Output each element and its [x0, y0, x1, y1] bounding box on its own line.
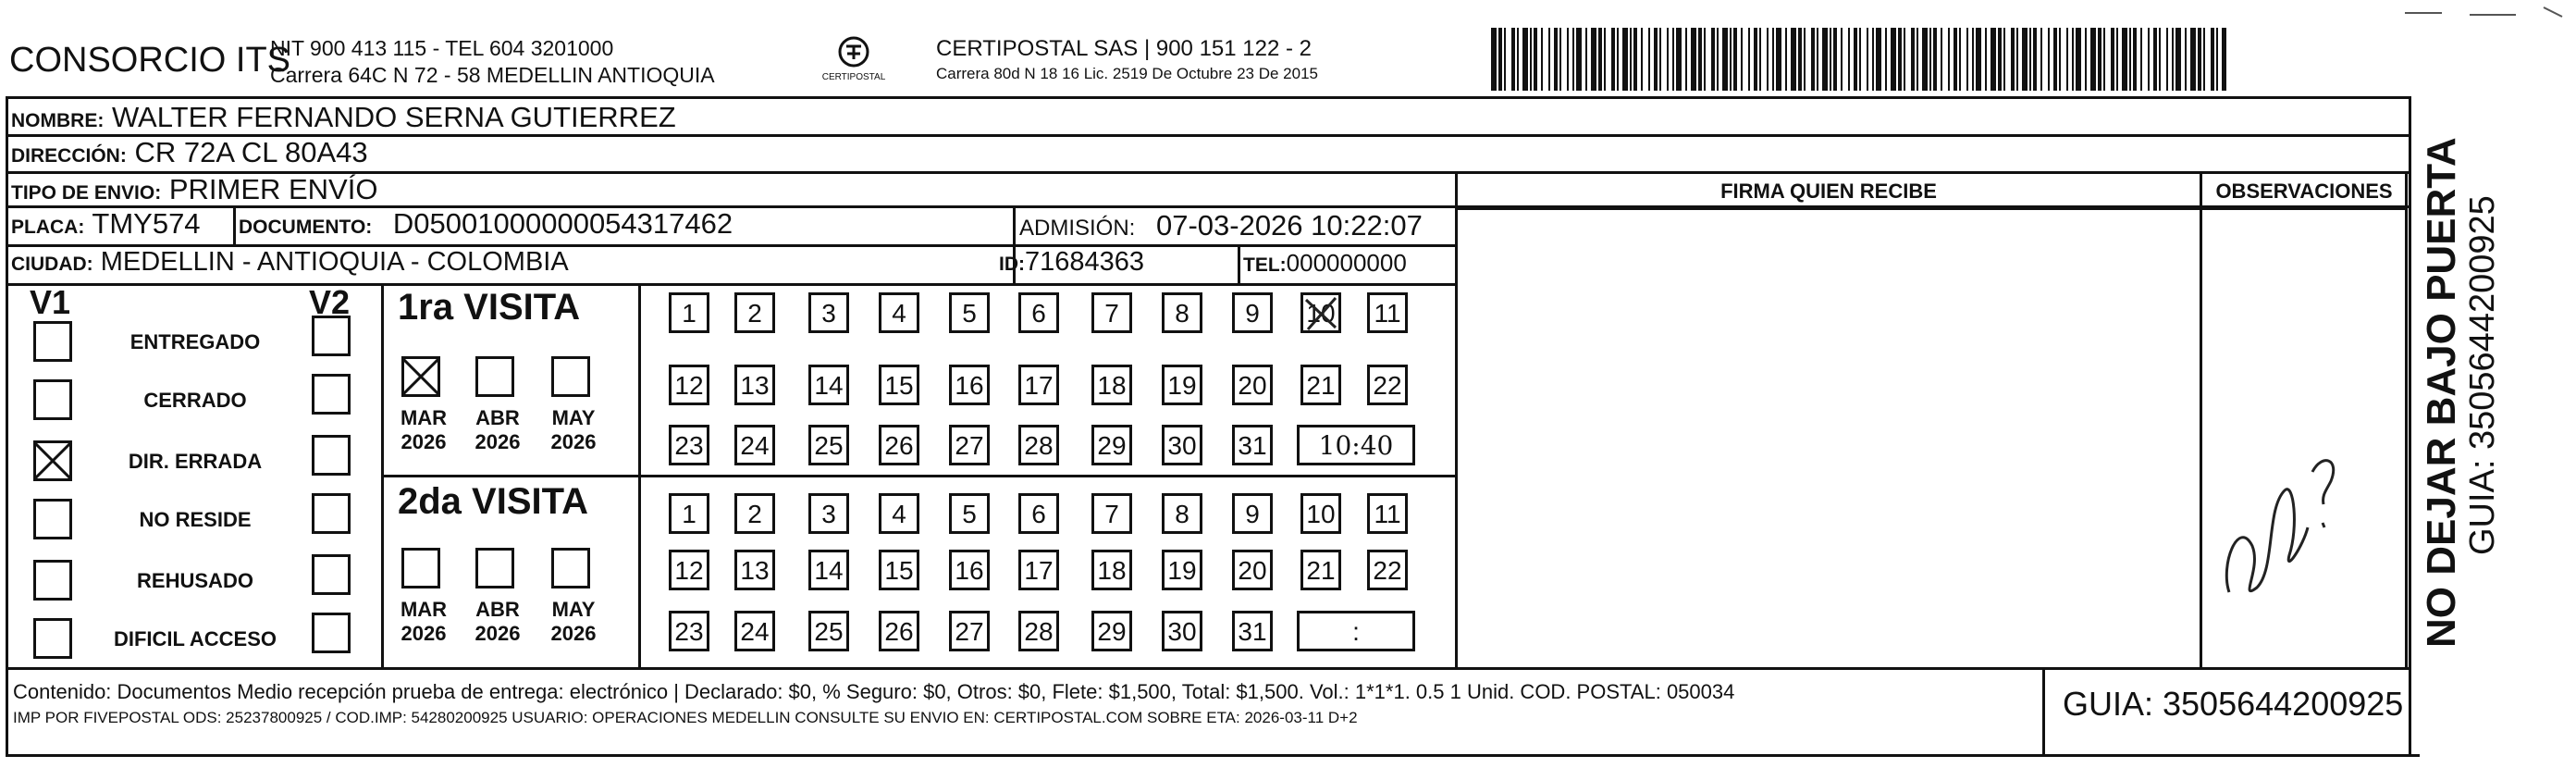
cell-divider	[1238, 244, 1240, 285]
first-visit-day-box[interactable]: 13	[734, 365, 775, 405]
barcode-bar	[1641, 28, 1643, 91]
svg-text:CERTIPOSTAL: CERTIPOSTAL	[821, 72, 886, 82]
footer-top-border	[6, 667, 2410, 670]
v1-checkbox[interactable]	[33, 440, 72, 481]
second-visit-day-box[interactable]: 22	[1367, 550, 1408, 590]
status-label: REHUSADO	[137, 569, 253, 592]
visit-mid-divider	[381, 475, 1458, 477]
first-visit-day-box[interactable]: 21	[1300, 365, 1341, 405]
day-mark	[1299, 291, 1345, 337]
admision-label: ADMISIÓN:	[1019, 216, 1136, 241]
first-visit-month-checkbox[interactable]	[475, 356, 514, 397]
barcode-bar	[1876, 28, 1881, 91]
footer-contents: Contenido: Documentos Medio recepción prueba de entrega: electrónico | Declarado: $0, % Seguro: $0, Otros: $0, Flete: $1,500, Total: $1,500. Vol.: 1*1*1. 0.5 1 Unid. COD. POSTAL: 050034	[13, 680, 1735, 703]
placa-cell	[11, 207, 201, 241]
barcode-bar	[1985, 28, 1987, 91]
barcode-bar	[1511, 28, 1515, 91]
barcode-bar	[2029, 28, 2031, 91]
barcode-bar	[1554, 28, 1558, 91]
barcode-bar	[1691, 28, 1696, 91]
barcode-bar	[1767, 28, 1769, 91]
barcode-bar	[1522, 28, 1528, 91]
barcode-bar	[2048, 28, 2050, 91]
second-visit-month-label: MAY 2026	[550, 598, 597, 645]
form-right-border	[2409, 96, 2411, 757]
barcode-bar	[2203, 28, 2205, 91]
barcode-bar	[1733, 28, 1737, 91]
second-visit-day-box[interactable]: 24	[734, 611, 775, 651]
barcode-bar	[2098, 28, 2101, 91]
barcode-bar	[1517, 28, 1519, 91]
second-visit-day-box[interactable]: 31	[1232, 611, 1273, 651]
barcode-bar	[1541, 28, 1543, 91]
barcode-bar	[2022, 28, 2028, 91]
first-visit-day-box[interactable]: 7	[1091, 292, 1132, 333]
second-visit-month-label: MAR 2026	[400, 598, 448, 645]
first-visit-day-box[interactable]: 5	[949, 292, 990, 333]
barcode-bar	[1717, 28, 1719, 91]
first-visit-day-box[interactable]: 1	[669, 292, 709, 333]
tel-label: TEL:	[1243, 254, 1287, 276]
second-visit-day-box[interactable]: 3	[808, 493, 849, 534]
barcode-bar	[2033, 28, 2037, 91]
nombre-label: NOMBRE:	[11, 110, 105, 131]
barcode-bar	[1922, 28, 1928, 91]
barcode-bar	[1748, 28, 1750, 91]
first-visit-day-box[interactable]: 30	[1162, 425, 1202, 465]
barcode-bar	[1998, 28, 2002, 91]
first-visit-title: 1ra VISITA	[398, 287, 581, 328]
second-visit-day-box[interactable]: 25	[808, 611, 849, 651]
first-visit-month-label: ABR 2026	[475, 406, 521, 453]
barcode-bar	[2190, 28, 2196, 91]
barcode-bar	[2122, 28, 2127, 91]
id-label: ID:	[999, 254, 1025, 275]
footer-divider	[2042, 667, 2045, 757]
barcode-bar	[1830, 28, 1831, 91]
barcode-bar	[1972, 28, 1974, 91]
barcode-bar	[1559, 28, 1561, 91]
barcode-bar	[1711, 28, 1715, 91]
certipostal-logo	[812, 33, 895, 83]
barcode-bar	[1804, 28, 1806, 91]
barcode-bar	[1822, 28, 1828, 91]
first-visit-day-box[interactable]: 14	[808, 365, 849, 405]
v2-checkbox[interactable]	[312, 374, 351, 415]
ciudad-label: CIUDAD:	[11, 254, 93, 275]
barcode-bar	[1704, 28, 1706, 91]
company-address: Carrera 64C N 72 - 58 MEDELLIN ANTIOQUIA	[270, 63, 715, 87]
first-visit-day-box[interactable]: 23	[669, 425, 709, 465]
side-guia: GUIA: 3505644200925	[2463, 195, 2502, 555]
barcode-bar	[1617, 28, 1619, 91]
id-cell	[999, 247, 1144, 278]
barcode-bar	[1648, 28, 1650, 91]
tel-value: 000000000	[1286, 249, 1407, 277]
first-visit-day-box[interactable]: 12	[669, 365, 709, 405]
barcode-bar	[1933, 28, 1937, 91]
barcode-bar	[2185, 28, 2187, 91]
barcode-bar	[1534, 28, 1537, 91]
barcode-bar	[1872, 28, 1874, 91]
first-visit-day-box[interactable]: 28	[1018, 425, 1059, 465]
direccion-label: DIRECCIÓN:	[11, 145, 127, 167]
status-label: DIR. ERRADA	[128, 450, 263, 473]
company-name: CONSORCIO ITS	[9, 41, 291, 80]
firma-left-border	[1455, 171, 1458, 667]
second-visit-day-box[interactable]: 1	[669, 493, 709, 534]
barcode-bar	[1530, 28, 1532, 91]
barcode-bar	[1630, 28, 1632, 91]
handwritten-signature	[2201, 407, 2368, 629]
first-visit-day-box[interactable]: 2	[734, 292, 775, 333]
barcode-bar	[1941, 28, 1942, 91]
second-visit-day-box[interactable]: 21	[1300, 550, 1341, 590]
barcode-bar	[1491, 28, 1497, 91]
v2-checkbox[interactable]	[312, 554, 351, 595]
barcode-bar	[1772, 28, 1774, 91]
first-visit-day-box[interactable]: 22	[1367, 365, 1408, 405]
barcode-bar	[1898, 28, 1902, 91]
barcode-bar	[2072, 28, 2074, 91]
barcode-bar	[1604, 28, 1606, 91]
barcode-bar	[2166, 28, 2168, 91]
status-label: NO RESIDE	[139, 508, 252, 531]
first-visit-day-box[interactable]: 25	[808, 425, 849, 465]
second-visit-time-box[interactable]: :	[1297, 611, 1415, 651]
nombre-row	[11, 101, 676, 134]
barcode-bar	[1929, 28, 1931, 91]
barcode-bar	[2159, 28, 2161, 91]
obs-right-border	[2405, 171, 2408, 667]
barcode-bar	[2148, 28, 2150, 91]
placa-label: PLACA:	[11, 217, 85, 238]
barcode-bar	[2011, 28, 2015, 91]
barcode-bar	[2153, 28, 2157, 91]
first-visit-day-box[interactable]: 15	[879, 365, 919, 405]
second-visit-day-box[interactable]: 20	[1232, 550, 1273, 590]
v1-checkbox[interactable]	[33, 321, 72, 362]
row-divider	[6, 283, 1458, 286]
second-visit-day-box[interactable]: 18	[1091, 550, 1132, 590]
second-visit-day-box[interactable]: 11	[1367, 493, 1408, 534]
barcode-bar	[1654, 28, 1658, 91]
second-visit-day-box[interactable]: 27	[949, 611, 990, 651]
first-visit-day-box[interactable]: 26	[879, 425, 919, 465]
barcode-bar	[1776, 28, 1781, 91]
carrier-name: CERTIPOSTAL SAS | 900 151 122 - 2	[936, 36, 1312, 61]
first-visit-day-box[interactable]: 17	[1018, 365, 1059, 405]
second-visit-day-box[interactable]: 13	[734, 550, 775, 590]
barcode-bar	[1685, 28, 1687, 91]
second-visit-month-label: ABR 2026	[475, 598, 521, 645]
first-visit-month-checkbox[interactable]	[551, 356, 590, 397]
status-label: ENTREGADO	[129, 330, 261, 353]
second-visit-day-box[interactable]: 8	[1162, 493, 1202, 534]
second-visit-day-box[interactable]: 4	[879, 493, 919, 534]
barcode-bar	[1759, 28, 1761, 91]
v2-checkbox[interactable]	[312, 493, 351, 534]
corner-marks	[2405, 4, 2571, 22]
v2-label: V2	[309, 283, 351, 321]
v2-checkbox[interactable]	[312, 613, 351, 653]
barcode-bar	[2172, 28, 2174, 91]
barcode-bar	[2090, 28, 2096, 91]
barcode-bar	[1659, 28, 1661, 91]
barcode	[1491, 28, 2226, 91]
footer-imp: IMP POR FIVEPOSTAL ODS: 25237800925 / COD.IMP: 54280200925 USUARIO: OPERACIONES MEDELLIN CONSULTE SU ENVIO EN: CERTIPOSTAL.COM SOBRE ETA: 2026-03-11 D+2	[13, 709, 1358, 726]
barcode-bar	[1754, 28, 1757, 91]
barcode-bar	[1567, 28, 1569, 91]
v1-checkbox[interactable]	[33, 379, 72, 420]
barcode-bar	[1959, 28, 1961, 91]
first-visit-day-box[interactable]: 10	[1300, 292, 1341, 333]
documento-label: DOCUMENTO:	[239, 217, 373, 238]
first-visit-day-box[interactable]: 20	[1232, 365, 1273, 405]
second-visit-month-checkbox[interactable]	[551, 548, 590, 588]
barcode-bar	[1841, 28, 1843, 91]
barcode-bar	[1676, 28, 1682, 91]
barcode-bar	[1833, 28, 1837, 91]
v1-label: V1	[30, 283, 71, 321]
barcode-bar	[1791, 28, 1796, 91]
barcode-bar	[1904, 28, 1905, 91]
barcode-bar	[2059, 28, 2061, 91]
v2-checkbox[interactable]	[312, 435, 351, 476]
barcode-bar	[1867, 28, 1868, 91]
observaciones-label: OBSERVACIONES	[2215, 180, 2393, 203]
first-visit-day-box[interactable]: 11	[1367, 292, 1408, 333]
barcode-bar	[2216, 28, 2218, 91]
form-bottom-border	[6, 754, 2420, 757]
second-visit-month-checkbox[interactable]	[401, 548, 440, 588]
barcode-bar	[1667, 28, 1669, 91]
barcode-bar	[2066, 28, 2068, 91]
barcode-bar	[1798, 28, 1802, 91]
first-visit-day-box[interactable]: 8	[1162, 292, 1202, 333]
barcode-bar	[2129, 28, 2131, 91]
second-visit-day-box[interactable]: 14	[808, 550, 849, 590]
id-value: 71684363	[1025, 247, 1145, 277]
barcode-bar	[2198, 28, 2201, 91]
second-visit-day-box[interactable]: 9	[1232, 493, 1273, 534]
first-visit-day-box[interactable]: 4	[879, 292, 919, 333]
second-visit-day-box[interactable]: 10	[1300, 493, 1341, 534]
second-visit-day-box[interactable]: 16	[949, 550, 990, 590]
first-visit-day-box[interactable]: 27	[949, 425, 990, 465]
barcode-bar	[1966, 28, 1968, 91]
first-visit-month-checkbox[interactable]	[401, 356, 440, 397]
barcode-bar	[2222, 28, 2226, 91]
carrier-address: Carrera 80d N 18 16 Lic. 2519 De Octubre 23 De 2015	[936, 65, 1318, 82]
ciudad-value: MEDELLIN - ANTIOQUIA - COLOMBIA	[100, 247, 569, 277]
ciudad-cell	[11, 247, 569, 278]
cell-divider	[233, 205, 236, 244]
barcode-bar	[1976, 28, 1981, 91]
barcode-bar	[2140, 28, 2142, 91]
barcode-bar	[2133, 28, 2137, 91]
form-top-border	[6, 96, 2410, 99]
first-visit-day-box[interactable]: 16	[949, 365, 990, 405]
second-visit-day-box[interactable]: 26	[879, 611, 919, 651]
barcode-bar	[1498, 28, 1502, 91]
admision-value: 07-03-2026 10:22:07	[1155, 209, 1423, 242]
barcode-bar	[1785, 28, 1787, 91]
v1-checkbox[interactable]	[33, 618, 72, 659]
first-visit-day-box[interactable]: 19	[1162, 365, 1202, 405]
v1-checkbox[interactable]	[33, 499, 72, 539]
barcode-bar	[1859, 28, 1861, 91]
second-visit-day-box[interactable]: 29	[1091, 611, 1132, 651]
direccion-value: CR 72A CL 80A43	[134, 136, 368, 168]
barcode-bar	[1611, 28, 1615, 91]
barcode-bar	[2003, 28, 2005, 91]
placa-value: TMY574	[92, 207, 201, 240]
second-visit-day-box[interactable]: 23	[669, 611, 709, 651]
admision-cell	[1019, 209, 1423, 242]
tipo-row	[11, 173, 377, 206]
barcode-bar	[1633, 28, 1637, 91]
barcode-bar	[1698, 28, 1702, 91]
footer-guia: GUIA: 3505644200925	[2063, 685, 2404, 723]
nombre-value: WALTER FERNANDO SERNA GUTIERREZ	[111, 101, 676, 133]
documento-cell	[239, 207, 733, 241]
barcode-bar	[2111, 28, 2114, 91]
barcode-bar	[1572, 28, 1574, 91]
second-visit-day-box[interactable]: 7	[1091, 493, 1132, 534]
barcode-bar	[2175, 28, 2181, 91]
barcode-bar	[2103, 28, 2105, 91]
barcode-bar	[1741, 28, 1743, 91]
barcode-bar	[1622, 28, 1628, 91]
barcode-bar	[1591, 28, 1596, 91]
first-visit-month-label: MAR 2026	[400, 406, 448, 453]
barcode-bar	[1672, 28, 1674, 91]
barcode-bar	[1576, 28, 1582, 91]
first-visit-day-box[interactable]: 24	[734, 425, 775, 465]
barcode-bar	[2076, 28, 2081, 91]
second-visit-day-box[interactable]: 2	[734, 493, 775, 534]
barcode-bar	[1885, 28, 1887, 91]
form-left-border	[6, 96, 8, 757]
second-visit-day-box[interactable]: 5	[949, 493, 990, 534]
barcode-bar	[2016, 28, 2018, 91]
barcode-bar	[1848, 28, 1850, 91]
firma-header-divider	[1455, 207, 2408, 210]
first-visit-day-box[interactable]: 31	[1232, 425, 1273, 465]
barcode-bar	[1917, 28, 1918, 91]
second-visit-day-box[interactable]: 28	[1018, 611, 1059, 651]
v1-checkbox[interactable]	[33, 560, 72, 601]
barcode-bar	[1548, 28, 1550, 91]
documento-value: D05001000000054317462	[392, 207, 733, 240]
barcode-bar	[1817, 28, 1818, 91]
status-label: DIFICIL ACCESO	[113, 627, 277, 650]
tipo-value: PRIMER ENVÍO	[168, 173, 378, 205]
barcode-bar	[2040, 28, 2042, 91]
second-visit-day-box[interactable]: 30	[1162, 611, 1202, 651]
side-warning: NO DEJAR BAJO PUERTA	[2419, 137, 2464, 648]
barcode-bar	[1585, 28, 1587, 91]
status-label: CERRADO	[143, 389, 247, 412]
first-visit-day-box[interactable]: 6	[1018, 292, 1059, 333]
firma-label: FIRMA QUIEN RECIBE	[1720, 180, 1937, 203]
barcode-bar	[1891, 28, 1896, 91]
second-visit-day-box[interactable]: 17	[1018, 550, 1059, 590]
barcode-bar	[2211, 28, 2214, 91]
barcode-bar	[1911, 28, 1915, 91]
first-visit-day-box[interactable]: 9	[1232, 292, 1273, 333]
tipo-label: TIPO DE ENVIO:	[11, 182, 162, 204]
direccion-row	[11, 136, 368, 169]
barcode-bar	[1730, 28, 1732, 91]
second-visit-title: 2da VISITA	[398, 481, 588, 522]
second-visit-day-box[interactable]: 15	[879, 550, 919, 590]
first-visit-time-box[interactable]: 10:40	[1297, 425, 1415, 465]
second-visit-day-box[interactable]: 12	[669, 550, 709, 590]
first-visit-day-box[interactable]: 29	[1091, 425, 1132, 465]
barcode-bar	[1954, 28, 1957, 91]
v2-checkbox[interactable]	[312, 316, 351, 356]
second-visit-day-box[interactable]: 19	[1162, 550, 1202, 590]
second-visit-day-box[interactable]: 6	[1018, 493, 1059, 534]
barcode-bar	[1811, 28, 1815, 91]
first-visit-day-box[interactable]: 3	[808, 292, 849, 333]
tel-cell	[1243, 249, 1407, 278]
barcode-bar	[1854, 28, 1857, 91]
barcode-bar	[1948, 28, 1950, 91]
barcode-bar	[2085, 28, 2087, 91]
first-visit-day-box[interactable]: 18	[1091, 365, 1132, 405]
barcode-bar	[2053, 28, 2057, 91]
barcode-bar	[1722, 28, 1728, 91]
first-visit-month-label: MAY 2026	[550, 406, 597, 453]
second-visit-month-checkbox[interactable]	[475, 548, 514, 588]
barcode-bar	[1991, 28, 1996, 91]
company-nit: NIT 900 413 115 - TEL 604 3201000	[270, 36, 614, 60]
barcode-bar	[1504, 28, 1506, 91]
barcode-bar	[1598, 28, 1602, 91]
barcode-bar	[2116, 28, 2118, 91]
